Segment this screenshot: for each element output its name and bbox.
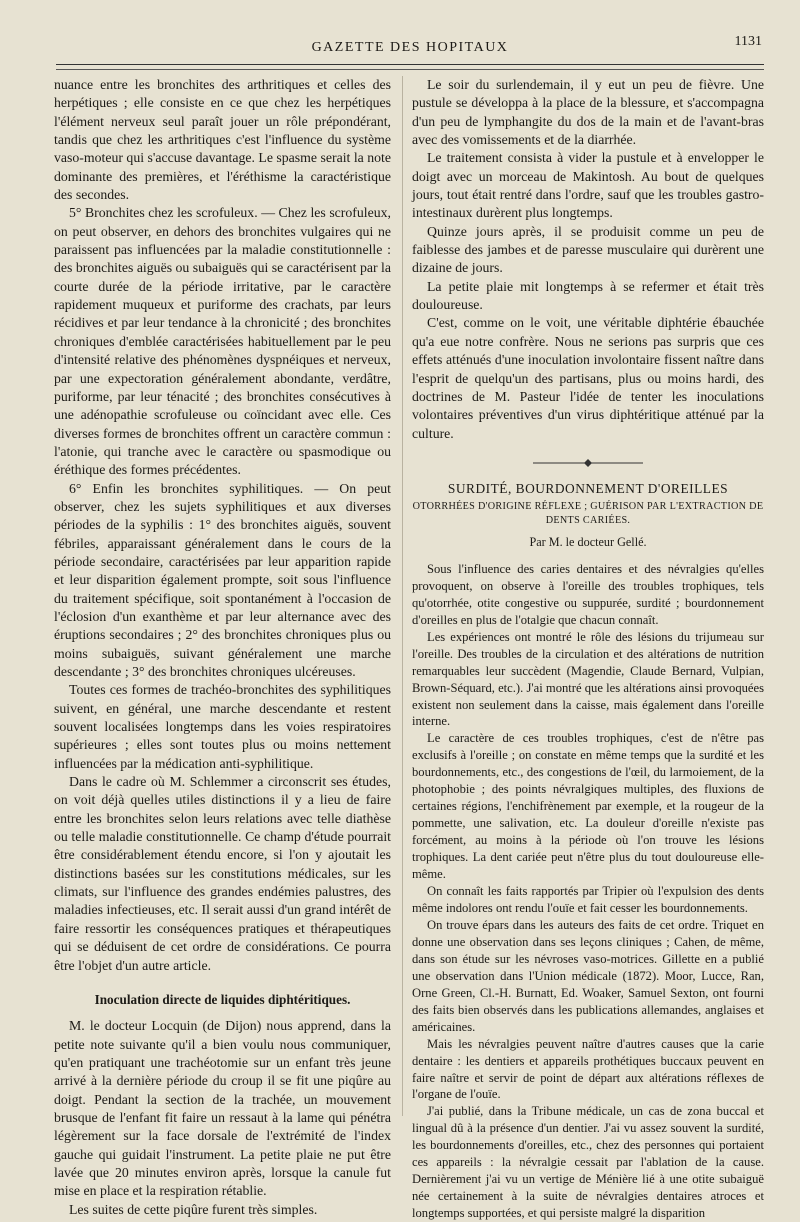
paragraph: Les expériences ont montré le rôle des lésions du trijumeau sur l'oreille. Des troubles de la circulation et des altérations de nutrition remarquables leur succèdent (Magendie, Claude Bernard, Vulpian, Brown-Séquard, etc.). J'ai montré que les altérations ainsi provoquées existent non seulement dans la caisse, mais également dans l'oreille interne.: [412, 629, 764, 729]
paragraph: Le traitement consista à vider la pustule et à envelopper le doigt avec un morceau de Makintosh. Au bout de quelques jours, tout était rentré dans l'ordre, sauf que les troubles gastro-intestinaux durèrent plus longtemps.: [412, 150, 764, 221]
paragraph: 5° Bronchites chez les scrofuleux. — Chez les scrofuleux, on peut observer, en dehors des bronchites vulgaires qui ne paraissent pas influencées par la maladie constitutionnelle : des bronchites aiguës ou subaiguës qui se caractérisent par la courte durée de la période irritative, par le caractère rapidement muqueux et puriforme des crachats, par leurs récidives et par leur tendance à la chronicité ; des bronchites chroniques d'emblée caractérisées habituellement par le peu d'intensité relative des phénomènes dyspnéiques et nerveux, par une expectoration généralement abondante, verdâtre, puriforme, par leur ténacité ; des bronchites consécutives à une adénopathie scrofuleuse ou coïncidant avec elle. Ces diverses formes de bronchites offrent un caractère commun : l'atonie, qui tranche avec le caractère ou spasmodique ou éréthique des formes précédentes.: [54, 205, 391, 478]
paragraph: Les suites de cette piqûre furent très simples.: [69, 1201, 318, 1217]
paragraph: Dans le cadre où M. Schlemmer a circonscrit ses études, on voit déjà quelles utiles distinctions il y a lieu de faire entre les bronchites selon leurs relations avec telle diathèse ou telle maladie constitutionnelle. Ce champ d'étude pourrait être considérablement étendu encore, si l'on y ajoutait les distinctions basées sur les constitutions médicales, sur les climats, sur l'influence des grandes endémies palustres, des maladies infectieuses, etc. Il serait aussi d'un grand intérêt de faire ressortir les conséquences pratiques et thérapeutiques qui se déduisent de cet ordre de considérations. Ce pourra être l'objet d'un autre article.: [54, 774, 391, 973]
article-body: [412, 561, 764, 1222]
paragraph: On trouve épars dans les auteurs des faits de cet ordre. Triquet en donne une observation dans ses leçons cliniques ; Cahen, de même, dans son étude sur les névroses vaso-motrices. Gillette en a publié une observation dans l'Union médicale (1872). Moor, Lucce, Ran, Orne Green, Cl.-H. Burnatt, Ed. Woaker, Samuel Sexton, ont fourni des faits bien observés dans les publications allemandes, anglaises et américaines.: [412, 917, 764, 1034]
paragraph: 6° Enfin les bronchites syphilitiques. — On peut observer, chez les sujets syphilitiques et aux diverses périodes de la syphilis : 1° des bronchites aiguës, souvent fébriles, apparaissant généralement dans le cours de la période secondaire, caractérisées par leur apparition rapide et leur disparition également prompte, soit sous l'influence du traitement spécifique, soit spontanément à l'occasion de l'éclosion d'un exanthème et par leur alternance avec des éruptions secondaires ; 2° des bronchites chroniques plus ou moins subaiguës, suivant généralement une marche descendante ; 3° des bronchites chroniques ulcéreuses.: [54, 480, 391, 679]
paragraph: C'est, comme on le voit, une véritable diphtérie ébauchée qu'a eue notre confrère. Nous ne serions pas surpris que ces effets atténués d'une inoculation involontaire fissent naître dans l'esprit de quelqu'un des partisans, plus ou moins hardi, des doctrines de M. Pasteur l'idée de tenter les inoculations volontaires préventives d'un virus diphtéritique atténué par la culture.: [412, 315, 764, 441]
paragraph: Quinze jours après, il se produisit comme un peu de faiblesse des jambes et de paresse musculaire qui durèrent une dizaine de jours.: [412, 223, 764, 276]
paragraph: Toutes ces formes de trachéo-bronchites des syphilitiques suivent, en général, une marche descendante et restent souvent localisées longtemps dans les voies respiratoires supérieures ; elles sont toutes plus ou moins nettement influencées par la médication anti-syphilitique.: [54, 682, 391, 771]
paragraph: J'ai publié, dans la Tribune médicale, un cas de zona buccal et lingual dû à la présence d'un dentier. J'ai vu assez souvent la surdité, les bourdonnements d'oreilles, etc., chez des personnes qui portaient ces appareils : la névralgie cessait par l'ablation de la cause. Dernièrement j'ai vu un vertige de Ménière lié à une otite subaiguë née certainement à la suite de névralgies dentaires atroces et longtemps supportées, et qui persiste malgré la disparition: [412, 1104, 764, 1221]
ornamental-divider: [412, 454, 764, 472]
paragraph: M. le docteur Locquin (de Dijon) nous apprend, dans la petite note suivante qu'il a bien voulu nous communiquer, qu'en pratiquant une trachéotomie sur un enfant très jeune arrivé à la dernière période du croup il se fit une piqûre au doigt. Pendant la section de la trachée, un mouvement brusque de l'enfant fit faire un ressaut à la lame qui pénétra légèrement sur la face dorsale de l'extrémité de l'index gauche qui guidait l'instrument. La petite plaie ne put être lavée que 20 minutes environ après, lorsque la canule fut mise en place et la respiration rétablie.: [54, 1018, 391, 1199]
paragraph: Le caractère de ces troubles trophiques, c'est de n'être pas exclusifs à l'oreille ; on constate en même temps que la surdité et les bourdonnements, etc., des congestions de l'œil, du larmoiement, de la photophobie ; des points névralgiques multiples, des fluxions de certaines régions, l'enchifrènement par exemple, et la rougeur de la pommette, une salivation, etc. La douleur d'oreille n'existe pas forcément, au moins à la période où l'on trouve les lésions trophiques. La dent cariée peut n'être plus du tout douloureuse elle-même.: [412, 731, 764, 882]
page-header: [56, 34, 764, 60]
paragraph: On connaît les faits rapportés par Tripier où l'expulsion des dents même indolores ont rendu l'ouïe et fait cesser les bourdonnements.: [412, 884, 764, 915]
paragraph: La petite plaie mit longtemps à se refermer et était très douloureuse.: [412, 278, 764, 313]
journal-title: GAZETTE DES HOPITAUX: [311, 40, 509, 55]
paragraph: Mais les névralgies peuvent naître d'autres causes que la carie dentaire : les dentiers et appareils prothétiques buccaux peuvent en faire naître et servir de point de départ aux altérations réflexes de l'organe de l'ouïe.: [412, 1036, 764, 1102]
paragraph: Sous l'influence des caries dentaires et des névralgies qu'elles provoquent, on observe à l'oreille des troubles trophiques, tels qu'otorrhée, otite congestive ou suppurée, surdité ; bourdonnement d'oreilles en plus de l'otalgie que chacun connaît.: [412, 561, 764, 627]
header-rule-secondary: [56, 69, 764, 70]
paragraph: nuance entre les bronchites des arthritiques et celles des herpétiques ; elle consiste en ce que chez les herpétiques l'élément nerveux seul paraît jouer un rôle prépondérant, tandis que chez les arthritiques c'est l'influence du système vaso-moteur qui s'accuse davantage. Le spasme serait la note dominante des premières, et l'éréthisme la caractéristique des secondes.: [54, 77, 391, 203]
left-column: [54, 76, 391, 1219]
paragraph: Le soir du surlendemain, il y eut un peu de fièvre. Une pustule se développa à la place de la blessure, et s'accompagna d'un peu de lymphangite du dos de la main et de l'avant-bras avec des vomissements et de la diarrhée.: [412, 77, 764, 148]
header-rule: [56, 64, 764, 65]
column-divider: [402, 76, 403, 1116]
article-author: Par M. le docteur Gellé.: [529, 534, 647, 549]
article-subtitle: OTORRHÉES D'ORIGINE RÉFLEXE ; GUÉRISON PAR L'EXTRACTION DE DENTS CARIÉES.: [412, 500, 764, 526]
article-title: SURDITÉ, BOURDONNEMENT D'OREILLES: [447, 481, 729, 497]
section-title: Inoculation directe de liquides diphtéritiques.: [94, 991, 351, 1007]
ornament-rule-icon: [533, 459, 643, 467]
right-column: [412, 76, 764, 1222]
page-number: 1131: [734, 34, 762, 49]
